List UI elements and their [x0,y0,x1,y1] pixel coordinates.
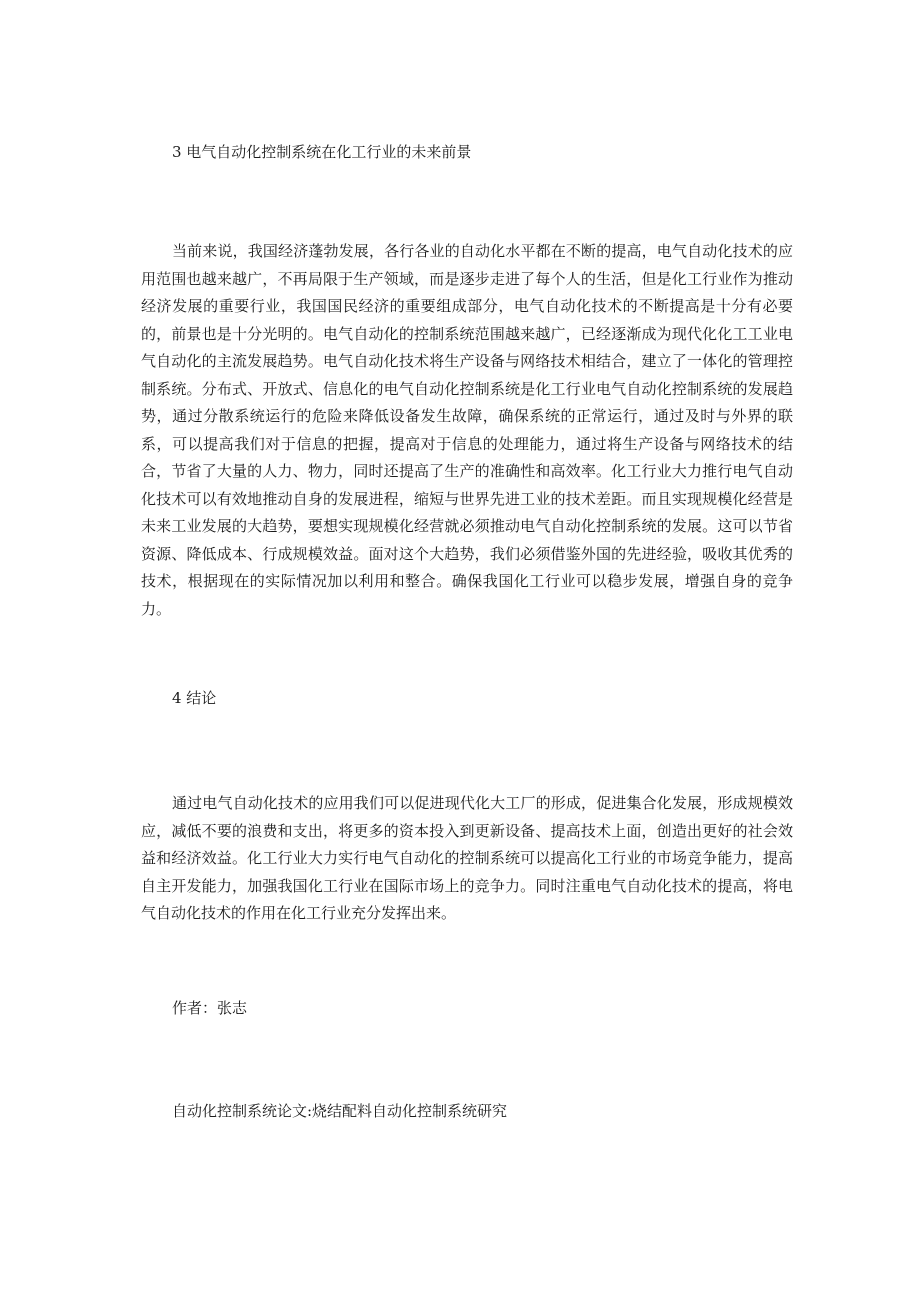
author-line: 作者：张志 [172,999,248,1017]
section-4-heading: 4 结论 [172,689,217,707]
section-4-paragraph: 通过电气自动化技术的应用我们可以促进现代化大工厂的形成，促进集合化发展，形成规模效应，减低不要的浪费和支出，将更多的资本投入到更新设备、提高技术上面，创造出更好的社会效益和经济效益。化工行业大力实行电气自动化的控制系统可以提高化工行业的市场竞争能力，提高自主开发能力，加强我国化工行业在国际市场上的竞争力。同时注重电气自动化技术的提高，将电气自动化技术的作用在化工行业充分发挥出来。 [141,794,793,922]
section-3-heading: 3 电气自动化控制系统在化工行业的未来前景 [172,143,472,161]
section-3-paragraph: 当前来说，我国经济蓬勃发展，各行各业的自动化水平都在不断的提高，电气自动化技术的应用范围也越来越广，不再局限于生产领域，而是逐步走进了每个人的生活，但是化工行业作为推动经济发展的重要行业，我国国民经济的重要组成部分，电气自动化技术的不断提高是十分有必要的，前景也是十分光明的。电气自动化的控制系统范围越来越广，已经逐渐成为现代化化工工业电气自动化的主流发展趋势。电气自动化技术将生产设备与网络技术相结合，建立了一体化的管理控制系统。分布式、开放式、信息化的电气自动化控制系统是化工行业电气自动化控制系统的发展趋势，通过分散系统运行的危险来降低设备发生故障，确保系统的正常运行，通过及时与外界的联系，可以提高我们对于信息的把握，提高对于信息的处理能力，通过将生产设备与网络技术的结合，节省了大量的人力、物力，同时还提高了生产的准确性和高效率。化工行业大力推行电气自动化技术可以有效地推动自身的发展进程，缩短与世界先进工业的技术差距。而且实现规模化经营是未来工业发展的大趋势，要想实现规模化经营就必须推动电气自动化控制系统的发展。这可以节省资源、降低成本、行成规模效益。面对这个大趋势，我们必须借鉴外国的先进经验，吸收其优秀的技术，根据现在的实际情况加以利用和整合。确保我国化工行业可以稳步发展，增强自身的竞争力。 [141,242,793,618]
next-article-title: 自动化控制系统论文:烧结配料自动化控制系统研究 [172,1102,508,1120]
